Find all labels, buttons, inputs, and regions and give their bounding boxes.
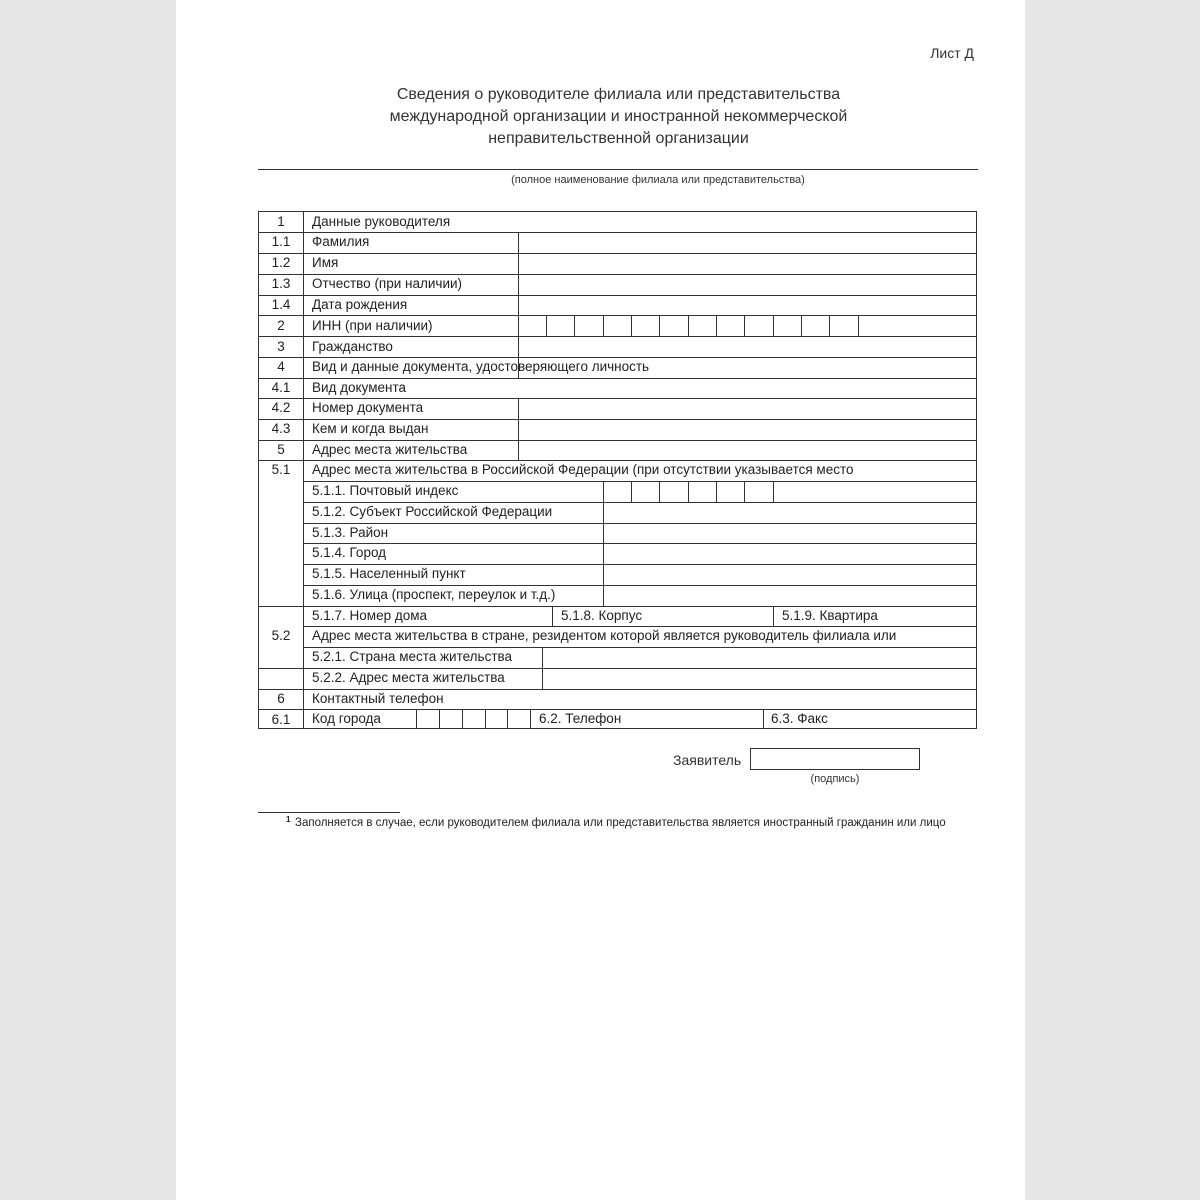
foreign-address-label: Адрес места жительства в стране, резидентом которой является руководитель филиала или — [312, 628, 897, 643]
district-label: 5.1.3. Район — [312, 525, 389, 540]
footnote-mark: 1 — [286, 815, 291, 824]
row-number: 2 — [277, 318, 285, 333]
section-leader-data-label: Данные руководителя — [312, 214, 451, 229]
district-field[interactable] — [604, 524, 976, 543]
leader-info-table — [258, 211, 977, 729]
branch-name-hint: (полное наименование филиала или представительства) — [511, 174, 805, 186]
street-field[interactable] — [604, 586, 976, 606]
row-number: 1.3 — [271, 276, 291, 291]
locality-label: 5.1.5. Населенный пункт — [312, 566, 466, 581]
row-number: 1 — [277, 214, 285, 229]
apartment-label: 5.1.9. Квартира — [782, 608, 878, 623]
city-field[interactable] — [604, 544, 976, 564]
birth-date-field[interactable] — [519, 296, 976, 315]
postal-code-label: 5.1.1. Почтовый индекс — [312, 483, 459, 498]
row-number: 4.2 — [271, 400, 291, 415]
row-number: 5.2 — [271, 628, 291, 643]
city-code-label: Код города — [312, 711, 381, 726]
inn-label: ИНН (при наличии) — [312, 318, 433, 333]
row-number: 3 — [277, 339, 285, 354]
residence-country-field[interactable] — [543, 648, 976, 668]
residence-address-section-label: Адрес места жительства — [312, 442, 468, 457]
street-label: 5.1.6. Улица (проспект, переулок и т.д.) — [312, 587, 556, 602]
row-number: 4.3 — [271, 421, 291, 436]
title-line-1: Сведения о руководителе филиала или представительства — [396, 86, 841, 103]
sheet-label: Лист Д — [930, 45, 974, 61]
document-type-field[interactable] — [519, 379, 976, 398]
footnote-text: Заполняется в случае, если руководителем филиала или представительства является иностранный гражданин или лицо — [295, 817, 946, 829]
document-number-label: Номер документа — [312, 400, 424, 415]
document-title — [176, 84, 1061, 150]
footnote-divider — [258, 812, 400, 813]
federal-subject-field[interactable] — [604, 503, 976, 523]
first-name-label: Имя — [312, 255, 339, 270]
house-number-label: 5.1.7. Номер дома — [312, 608, 428, 623]
row-number: 4 — [277, 359, 285, 374]
row-number: 1.2 — [271, 255, 291, 270]
document-number-field[interactable] — [519, 399, 976, 419]
signature-hint: (подпись) — [810, 773, 860, 785]
inn-field[interactable] — [519, 316, 859, 336]
branch-name-field[interactable] — [258, 169, 978, 170]
locality-field[interactable] — [604, 565, 976, 585]
birth-date-label: Дата рождения — [312, 297, 408, 312]
id-document-section-label: Вид и данные документа, удостоверяющего личность — [312, 359, 650, 374]
federal-subject-label: 5.1.2. Субъект Российской Федерации — [312, 504, 553, 519]
patronymic-field[interactable] — [519, 275, 976, 295]
document-page — [176, 0, 1025, 1200]
citizenship-field[interactable] — [519, 337, 976, 357]
foreign-residence-address-field[interactable] — [543, 669, 976, 689]
residence-country-label: 5.2.1. Страна места жительства — [312, 649, 513, 664]
row-number: 1.4 — [271, 297, 291, 312]
city-label: 5.1.4. Город — [312, 545, 387, 560]
issued-by-field[interactable] — [519, 420, 976, 440]
surname-field[interactable] — [519, 233, 976, 253]
row-number: 1.1 — [271, 234, 291, 249]
applicant-label: Заявитель — [673, 752, 742, 768]
row-number: 4.1 — [271, 380, 291, 395]
city-code-field[interactable] — [417, 710, 530, 729]
title-line-2: международной организации и иностранной некоммерческой — [389, 108, 848, 125]
fax-label: 6.3. Факс — [771, 711, 828, 726]
title-line-3: неправительственной организации — [488, 130, 749, 147]
signature-field[interactable] — [750, 748, 920, 770]
row-number: 5 — [277, 442, 285, 457]
patronymic-label: Отчество (при наличии) — [312, 276, 463, 291]
building-label: 5.1.8. Корпус — [561, 608, 643, 623]
row-number: 6 — [277, 691, 285, 706]
surname-label: Фамилия — [312, 234, 370, 249]
foreign-residence-address-label: 5.2.2. Адрес места жительства — [312, 670, 505, 685]
russian-address-label: Адрес места жительства в Российской Федерации (при отсутствии указывается место — [312, 462, 854, 477]
contact-phone-section-label: Контактный телефон — [312, 691, 444, 706]
citizenship-label: Гражданство — [312, 339, 393, 354]
row-number: 6.1 — [271, 712, 291, 727]
phone-label: 6.2. Телефон — [539, 711, 622, 726]
row-number: 5.1 — [271, 462, 291, 477]
document-type-label: Вид документа — [312, 380, 406, 395]
postal-code-field[interactable] — [604, 482, 774, 502]
issued-by-label: Кем и когда выдан — [312, 421, 429, 436]
first-name-field[interactable] — [519, 254, 976, 274]
